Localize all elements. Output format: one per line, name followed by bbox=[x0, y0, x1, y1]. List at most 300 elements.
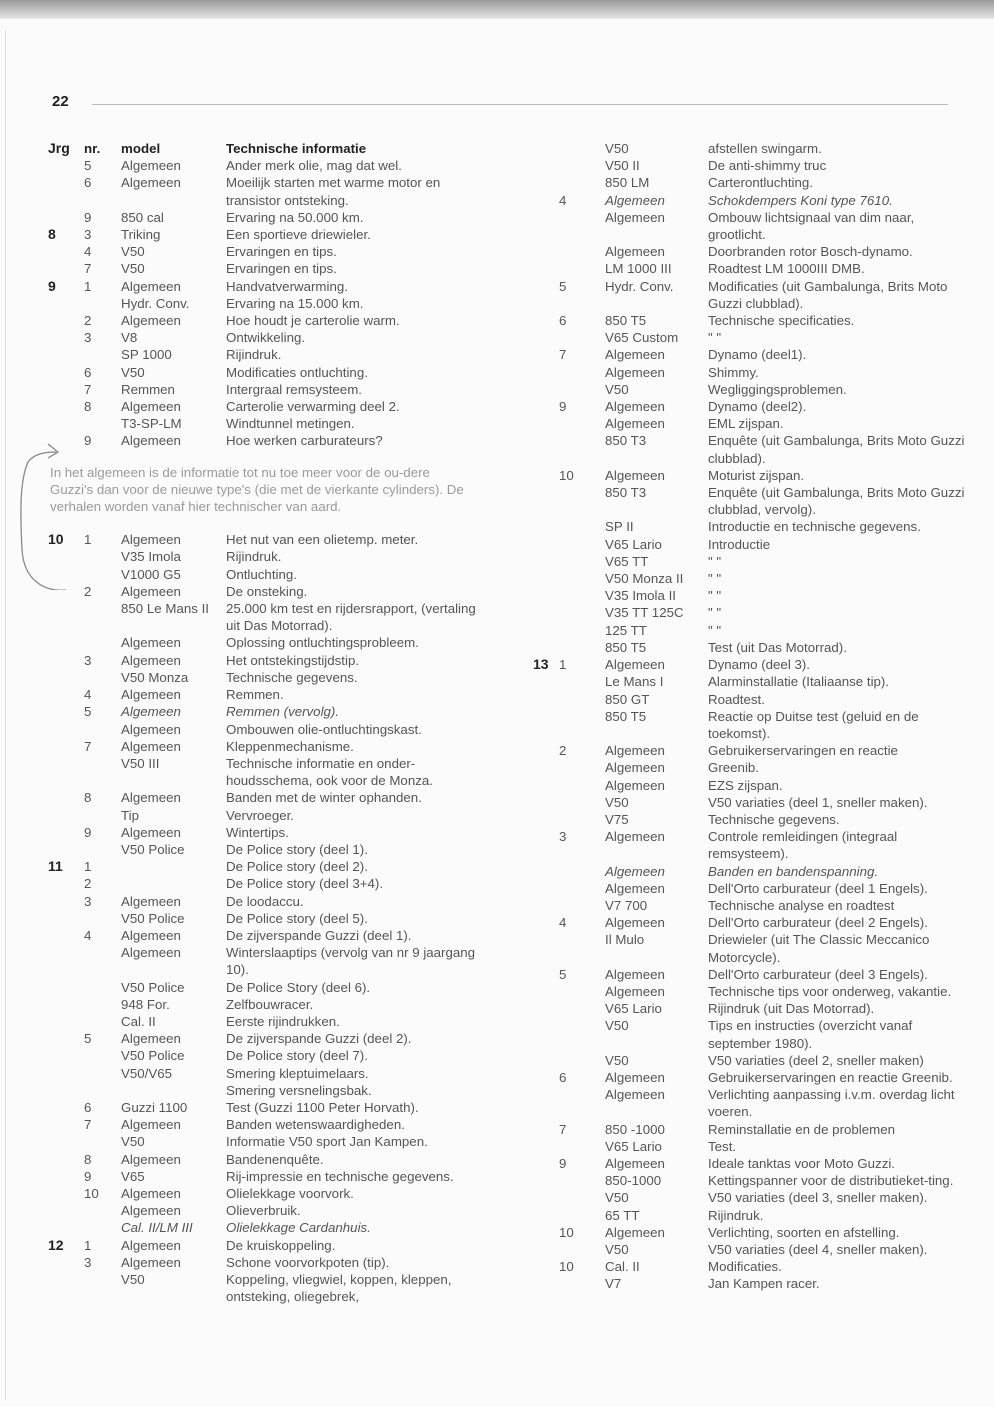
cell-model: V50 Monza II bbox=[605, 571, 684, 587]
cell-nr: 6 bbox=[84, 364, 92, 380]
cell-model: Algemeen bbox=[605, 983, 665, 999]
table-row bbox=[565, 897, 965, 914]
cell-model: SP II bbox=[605, 519, 634, 535]
table-row bbox=[565, 553, 965, 570]
table-row bbox=[48, 652, 488, 669]
table-row bbox=[565, 708, 965, 742]
cell-model: Algemeen bbox=[121, 532, 181, 548]
cell-nr: 9 bbox=[84, 1168, 92, 1184]
table-row bbox=[565, 673, 965, 690]
table-row bbox=[48, 789, 488, 806]
cell-model: T3-SP-LM bbox=[121, 416, 182, 432]
cell-model: V35 Imola bbox=[121, 549, 181, 565]
table-row bbox=[48, 721, 488, 738]
cell-info: Carterolie verwarming deel 2. bbox=[226, 399, 400, 415]
table-row bbox=[48, 295, 488, 312]
table-row bbox=[48, 1065, 488, 1082]
scan-left-edge bbox=[5, 30, 6, 1400]
table-row bbox=[565, 1138, 965, 1155]
cell-info: Jan Kampen racer. bbox=[708, 1276, 820, 1292]
cell-info: De loodaccu. bbox=[226, 893, 304, 909]
cell-info: Alarminstallatie (Italiaanse tip). bbox=[708, 674, 890, 690]
table-row bbox=[559, 1155, 965, 1172]
cell-nr: 1 bbox=[84, 278, 92, 294]
cell-model: V50 bbox=[605, 381, 629, 397]
cell-info: Technische informatie en onder-houdsschema, ook voor de Monza. bbox=[226, 755, 433, 789]
cell-info: Rij-impressie en technische gegevens. bbox=[226, 1168, 454, 1184]
cell-model: V65 Lario bbox=[605, 1001, 662, 1017]
table-row bbox=[48, 858, 488, 875]
cell-model: Algemeen bbox=[121, 687, 181, 703]
table-row bbox=[48, 583, 488, 600]
cell-info: Verlichting aanpassing i.v.m. overdag licht voeren. bbox=[708, 1087, 955, 1120]
table-row bbox=[559, 1121, 965, 1138]
cell-model: Algemeen bbox=[605, 192, 665, 208]
cell-model: V50 Police bbox=[121, 1048, 185, 1064]
cell-model: Algemeen bbox=[121, 1254, 181, 1270]
cell-info: Moeilijk starten met warme motor en transistor ontsteking. bbox=[226, 175, 441, 208]
header-rule bbox=[92, 104, 948, 105]
cell-info: Het ontstekingstijdstip. bbox=[226, 652, 360, 668]
table-row bbox=[565, 1241, 965, 1258]
table-row bbox=[48, 346, 488, 363]
cell-model: Le Mans I bbox=[605, 674, 664, 690]
cell-info: Rijindruk (uit Das Motorrad). bbox=[708, 1001, 875, 1017]
table-row bbox=[48, 1013, 488, 1030]
table-row bbox=[48, 1099, 488, 1116]
cell-model: 850 LM bbox=[605, 175, 650, 191]
cell-nr: 6 bbox=[84, 1099, 92, 1115]
cell-jrg: 8 bbox=[48, 226, 56, 243]
table-row bbox=[565, 364, 965, 381]
cell-model: Algemeen bbox=[121, 927, 181, 943]
cell-nr: 9 bbox=[84, 433, 92, 449]
cell-info: Olielekkage voorvork. bbox=[226, 1185, 354, 1201]
cell-info: Handvatverwarming. bbox=[226, 278, 348, 294]
cell-info: Ervaring na 50.000 km. bbox=[226, 209, 364, 225]
table-row bbox=[48, 1116, 488, 1133]
cell-model: Algemeen bbox=[605, 743, 665, 759]
table-row bbox=[48, 755, 488, 789]
table-row bbox=[48, 531, 488, 548]
cell-info: Smering versnelingsbak. bbox=[226, 1082, 372, 1098]
table-row bbox=[565, 983, 965, 1000]
table-row bbox=[48, 979, 488, 996]
table-row bbox=[559, 398, 965, 415]
cell-info: De Police story (deel 1). bbox=[226, 841, 368, 857]
cell-info: Een sportieve driewieler. bbox=[226, 227, 371, 243]
cell-model: Algemeen bbox=[605, 1155, 665, 1171]
cell-model: Algemeen bbox=[121, 790, 181, 806]
cell-model: Algemeen bbox=[605, 347, 665, 363]
table-row bbox=[48, 703, 488, 720]
table-row bbox=[48, 566, 488, 583]
cell-info: Enquête (uit Gambalunga, Brits Moto Guzzi clubblad). bbox=[708, 433, 965, 466]
cell-info: Carterontluchting. bbox=[708, 175, 813, 191]
table-row bbox=[565, 329, 965, 346]
cell-info: " " bbox=[708, 588, 722, 604]
cell-model: Algemeen bbox=[605, 209, 665, 225]
cell-model: Algemeen bbox=[121, 635, 181, 651]
cell-nr: 6 bbox=[84, 175, 92, 191]
table-row bbox=[559, 467, 965, 484]
cell-model: V50/V65 bbox=[121, 1065, 173, 1081]
cell-nr: 4 bbox=[559, 192, 567, 208]
cell-model: V8 bbox=[121, 330, 138, 346]
table-row bbox=[48, 910, 488, 927]
cell-info: Dell'Orto carburateur (deel 3 Engels). bbox=[708, 966, 928, 982]
table-row bbox=[48, 893, 488, 910]
table-row bbox=[559, 742, 965, 759]
cell-info: Roadtest LM 1000III DMB. bbox=[708, 261, 865, 277]
cell-nr: 10 bbox=[559, 1259, 574, 1275]
cell-model: 850 T5 bbox=[605, 708, 647, 724]
cell-jrg: 10 bbox=[48, 531, 64, 548]
cell-model: Algemeen bbox=[121, 313, 181, 329]
table-row bbox=[565, 931, 965, 965]
cell-model: Algemeen bbox=[121, 945, 181, 961]
cell-info: afstellen swingarm. bbox=[708, 141, 822, 156]
cell-info: De Police story (deel 5). bbox=[226, 910, 368, 926]
table-row bbox=[565, 1017, 965, 1051]
cell-nr: 7 bbox=[84, 1117, 92, 1133]
cell-model: Algemeen bbox=[605, 399, 665, 415]
cell-nr: 7 bbox=[559, 347, 567, 363]
cell-info: " " bbox=[708, 605, 722, 621]
cell-model: Algemeen bbox=[605, 760, 665, 776]
cell-model: Algemeen bbox=[605, 467, 665, 483]
cell-nr: 5 bbox=[84, 1031, 92, 1047]
cell-info: Banden met de winter ophanden. bbox=[226, 790, 422, 806]
cell-info: Zelfbouwracer. bbox=[226, 996, 314, 1012]
cell-info: Introductie bbox=[708, 536, 771, 552]
table-row bbox=[48, 944, 488, 978]
cell-model: V50 Police bbox=[121, 841, 185, 857]
cell-info: Technische gegevens. bbox=[708, 811, 840, 827]
table-row bbox=[48, 1030, 488, 1047]
cell-info: V50 variaties (deel 4, sneller maken). bbox=[708, 1242, 928, 1257]
cell-info: Olieverbruik. bbox=[226, 1203, 301, 1219]
cell-info: De Police story (deel 7). bbox=[226, 1048, 368, 1064]
cell-info: V50 variaties (deel 2, sneller maken) bbox=[708, 1052, 924, 1068]
cell-model: Algemeen bbox=[605, 1069, 665, 1085]
cell-model: 850 T5 bbox=[605, 639, 647, 655]
cell-model: V7 700 bbox=[605, 897, 648, 913]
cell-info: De zijverspande Guzzi (deel 1). bbox=[226, 927, 412, 943]
table-row bbox=[48, 634, 488, 651]
cell-model: Cal. II bbox=[121, 1013, 156, 1029]
table-row bbox=[565, 570, 965, 587]
cell-nr: 3 bbox=[84, 1254, 92, 1270]
header-info: Technische informatie bbox=[226, 141, 367, 156]
table-rows-after-note bbox=[48, 531, 488, 1305]
cell-model: Algemeen bbox=[121, 1031, 181, 1047]
cell-info: Shimmy. bbox=[708, 364, 759, 380]
cell-info: Schone voorvorkpoten (tip). bbox=[226, 1254, 390, 1270]
cell-info: Banden wetenswaardigheden. bbox=[226, 1117, 405, 1133]
table-row bbox=[48, 1237, 488, 1254]
cell-model: Hydr. Conv. bbox=[121, 295, 190, 311]
table-row bbox=[48, 1271, 488, 1305]
table-row bbox=[559, 1069, 965, 1086]
table-row bbox=[48, 226, 488, 243]
table-row bbox=[48, 1151, 488, 1168]
cell-info: Kleppenmechanisme. bbox=[226, 738, 354, 754]
cell-nr: 1 bbox=[84, 1237, 92, 1253]
left-column bbox=[48, 140, 488, 1305]
cell-jrg: 13 bbox=[533, 656, 549, 673]
cell-info: Gebruikerservaringen en reactie Greenib. bbox=[708, 1069, 953, 1085]
cell-model: V50 bbox=[121, 364, 145, 380]
cell-model: Algemeen bbox=[121, 278, 181, 294]
table-row bbox=[48, 1082, 488, 1099]
cell-info: Modificaties (uit Gambalunga, Brits Moto Guzzi clubblad). bbox=[708, 278, 948, 311]
cell-model: 850 cal bbox=[121, 209, 164, 225]
cell-model: Algemeen bbox=[605, 863, 665, 879]
cell-info: De onsteking. bbox=[226, 583, 308, 599]
table-row bbox=[565, 863, 965, 880]
cell-model: V35 Imola II bbox=[605, 588, 676, 604]
cell-info: Wintertips. bbox=[226, 824, 289, 840]
cell-info: De Police story (deel 3+4). bbox=[226, 876, 384, 892]
cell-model: 125 TT bbox=[605, 622, 647, 638]
cell-model: V50 II bbox=[605, 158, 640, 174]
cell-info: Ombouwen olie-ontluchtingskast. bbox=[226, 721, 422, 737]
cell-nr: 3 bbox=[84, 227, 92, 243]
cell-model: Algemeen bbox=[121, 652, 181, 668]
cell-model: Algemeen bbox=[121, 433, 181, 449]
cell-nr: 7 bbox=[84, 738, 92, 754]
table-row bbox=[559, 346, 965, 363]
table-row bbox=[48, 548, 488, 565]
cell-nr: 1 bbox=[84, 532, 92, 548]
cell-info: De Police story (deel 2). bbox=[226, 859, 368, 875]
editorial-note: In het algemeen is de informatie tot nu toe meer voor de ou-dere Guzzi's dan voor de nieuwe type's (die met de vierkante cylinders). De verhalen worden vanaf hier technischer van aard. bbox=[50, 464, 464, 515]
table-row bbox=[48, 1133, 488, 1150]
cell-info: Remmen (vervolg). bbox=[226, 704, 340, 720]
cell-info: Moturist zijspan. bbox=[708, 467, 805, 483]
cell-nr: 8 bbox=[84, 399, 92, 415]
table-row bbox=[48, 841, 488, 858]
cell-nr: 6 bbox=[559, 313, 567, 329]
cell-model: 850 T5 bbox=[605, 313, 647, 329]
cell-info: 25.000 km test en rijdersrapport, (vertaling uit Das Motorrad). bbox=[226, 601, 476, 634]
table-row bbox=[559, 828, 965, 862]
table-row bbox=[565, 157, 965, 174]
table-row bbox=[559, 966, 965, 983]
cell-model: V35 TT 125C bbox=[605, 605, 684, 621]
table-rows-right bbox=[533, 140, 965, 1293]
cell-info: Het nut van een olietemp. meter. bbox=[226, 532, 419, 548]
cell-model: V50 bbox=[605, 794, 629, 810]
cell-info: V50 variaties (deel 3, sneller maken). bbox=[708, 1190, 928, 1206]
table-row bbox=[48, 669, 488, 686]
cell-model: V50 bbox=[121, 261, 145, 277]
header-model: model bbox=[121, 141, 161, 156]
cell-nr: 2 bbox=[559, 743, 567, 759]
table-row bbox=[48, 381, 488, 398]
table-row bbox=[565, 381, 965, 398]
cell-nr: 3 bbox=[559, 829, 567, 845]
table-row bbox=[565, 484, 965, 518]
cell-info: Oplossing ontluchtingsprobleem. bbox=[226, 635, 419, 651]
cell-nr: 7 bbox=[84, 261, 92, 277]
cell-info: Verlichting, soorten en afstelling. bbox=[708, 1224, 900, 1240]
cell-info: De anti-shimmy truc bbox=[708, 158, 827, 174]
cell-model: Algemeen bbox=[121, 893, 181, 909]
cell-info: Ander merk olie, mag dat wel. bbox=[226, 158, 402, 174]
table-row bbox=[48, 329, 488, 346]
cell-model: 850 -1000 bbox=[605, 1121, 665, 1137]
cell-info: EML zijspan. bbox=[708, 416, 784, 432]
cell-jrg: 12 bbox=[48, 1236, 64, 1253]
cell-model: V50 bbox=[605, 1052, 629, 1068]
table-row bbox=[565, 536, 965, 553]
cell-model: Algemeen bbox=[605, 416, 665, 432]
cell-nr: 2 bbox=[84, 876, 92, 892]
table-row bbox=[48, 738, 488, 755]
cell-info: Ombouw lichtsignaal van dim naar, grootlicht. bbox=[708, 209, 915, 243]
table-row bbox=[559, 312, 965, 329]
cell-info: Technische tips voor onderweg, vakantie. bbox=[708, 983, 952, 999]
table-row bbox=[48, 1168, 488, 1185]
cell-info: Schokdempers Koni type 7610. bbox=[708, 192, 893, 208]
table-row bbox=[565, 1275, 965, 1292]
cell-model: V65 TT bbox=[605, 553, 649, 569]
table-row bbox=[48, 278, 488, 295]
table-row bbox=[48, 996, 488, 1013]
cell-info: Winterslaaptips (vervolg van nr 9 jaargang 10). bbox=[226, 945, 476, 978]
cell-model: 948 For. bbox=[121, 996, 170, 1012]
cell-info: Doorbranden rotor Bosch-dynamo. bbox=[708, 244, 913, 260]
table-row bbox=[559, 914, 965, 931]
cell-model: V65 Lario bbox=[605, 536, 662, 552]
cell-model: Algemeen bbox=[121, 1151, 181, 1167]
cell-info: Kettingspanner voor de distributieket-ting. bbox=[708, 1173, 954, 1189]
table-row bbox=[48, 243, 488, 260]
table-row bbox=[565, 209, 965, 243]
table-row bbox=[48, 600, 488, 634]
right-column bbox=[533, 140, 965, 1293]
table-row bbox=[48, 927, 488, 944]
cell-info: De kruiskoppeling. bbox=[226, 1237, 336, 1253]
cell-model: Cal. II/LM III bbox=[121, 1220, 193, 1236]
cell-info: Eerste rijindrukken. bbox=[226, 1013, 340, 1029]
header-jrg: Jrg bbox=[48, 140, 70, 156]
cell-model: Algemeen bbox=[605, 880, 665, 896]
cell-model: Algemeen bbox=[121, 1237, 181, 1253]
cell-info: Banden en bandenspanning. bbox=[708, 863, 879, 879]
cell-model: Algemeen bbox=[121, 158, 181, 174]
cell-info: Modificaties. bbox=[708, 1259, 782, 1275]
cell-model: V50 Police bbox=[121, 910, 185, 926]
cell-info: Ontwikkeling. bbox=[226, 330, 306, 346]
cell-jrg: 11 bbox=[48, 858, 63, 875]
cell-model: 850 T3 bbox=[605, 485, 647, 501]
table-row bbox=[565, 639, 965, 656]
cell-model: Algemeen bbox=[121, 1117, 181, 1133]
cell-model: Algemeen bbox=[121, 704, 181, 720]
cell-nr: 10 bbox=[559, 467, 574, 483]
cell-model: SP 1000 bbox=[121, 347, 172, 363]
table-row bbox=[565, 794, 965, 811]
cell-nr: 3 bbox=[84, 330, 92, 346]
cell-model: 850 Le Mans II bbox=[121, 601, 209, 617]
cell-model: 850 GT bbox=[605, 691, 650, 707]
table-row bbox=[48, 1202, 488, 1219]
cell-nr: 10 bbox=[559, 1224, 574, 1240]
cell-info: Driewieler (uit The Classic Meccanico Motorcycle). bbox=[708, 932, 930, 965]
cell-info: Test (uit Das Motorrad). bbox=[708, 639, 847, 655]
cell-info: Wegliggingsproblemen. bbox=[708, 381, 847, 397]
cell-nr: 1 bbox=[84, 859, 92, 875]
cell-model: Algemeen bbox=[605, 915, 665, 931]
cell-nr: 7 bbox=[84, 381, 92, 397]
cell-info: Reminstallatie en de problemen bbox=[708, 1121, 896, 1137]
cell-nr: 4 bbox=[84, 927, 92, 943]
cell-info: Koppeling, vliegwiel, koppen, kleppen, ontsteking, oliegebrek, bbox=[226, 1272, 452, 1305]
cell-info: Hoe werken carburateurs? bbox=[226, 433, 383, 449]
cell-model: Algemeen bbox=[121, 175, 181, 191]
cell-model: Algemeen bbox=[605, 966, 665, 982]
cell-info: Introductie en technische gegevens. bbox=[708, 519, 921, 535]
table-row bbox=[48, 686, 488, 703]
cell-info: Reactie op Duitse test (geluid en de toekomst). bbox=[708, 708, 919, 741]
cell-model: V65 bbox=[121, 1168, 145, 1184]
cell-info: Greenib. bbox=[708, 760, 759, 776]
table-row bbox=[565, 415, 965, 432]
table-row bbox=[48, 875, 488, 892]
cell-info: Dynamo (deel 3). bbox=[708, 657, 810, 673]
table-row bbox=[48, 1047, 488, 1064]
table-row bbox=[565, 1000, 965, 1017]
cell-nr: 4 bbox=[84, 687, 92, 703]
table-row bbox=[48, 824, 488, 841]
table-row bbox=[565, 1086, 965, 1120]
header-nr: nr. bbox=[84, 141, 101, 156]
cell-model: V50 bbox=[121, 1272, 145, 1287]
cell-model: V50 bbox=[605, 1190, 629, 1206]
cell-nr: 5 bbox=[84, 704, 92, 720]
cell-model: Algemeen bbox=[121, 399, 181, 415]
table-row bbox=[565, 777, 965, 794]
cell-model: Algemeen bbox=[605, 1087, 665, 1103]
cell-nr: 6 bbox=[559, 1069, 567, 1085]
cell-info: " " bbox=[708, 622, 722, 638]
cell-info: Technische analyse en roadtest bbox=[708, 897, 895, 913]
cell-info: De Police Story (deel 6). bbox=[226, 979, 371, 995]
cell-nr: 2 bbox=[84, 583, 92, 599]
cell-info: EZS zijspan. bbox=[708, 777, 783, 793]
cell-info: Dell'Orto carburateur (deel 1 Engels). bbox=[708, 880, 928, 896]
cell-info: Dell'Orto carburateur (deel 2 Engels). bbox=[708, 915, 928, 931]
table-row bbox=[48, 312, 488, 329]
table-row bbox=[565, 1207, 965, 1224]
cell-info: Olielekkage Cardanhuis. bbox=[226, 1220, 371, 1236]
cell-model: Algemeen bbox=[121, 824, 181, 840]
cell-nr: 5 bbox=[84, 158, 92, 174]
table-header bbox=[48, 140, 488, 157]
table-row bbox=[559, 278, 965, 312]
cell-info: Tips en instructies (overzicht vanaf september 1980). bbox=[708, 1018, 913, 1051]
cell-info: Rijindruk. bbox=[708, 1207, 764, 1223]
cell-model: Algemeen bbox=[121, 1185, 181, 1201]
cell-nr: 5 bbox=[559, 278, 567, 294]
cell-info: Ontluchting. bbox=[226, 566, 297, 582]
cell-model: V50 Police bbox=[121, 979, 185, 995]
cell-info: Test (Guzzi 1100 Peter Horvath). bbox=[226, 1099, 419, 1115]
cell-model: V50 bbox=[121, 1134, 145, 1150]
